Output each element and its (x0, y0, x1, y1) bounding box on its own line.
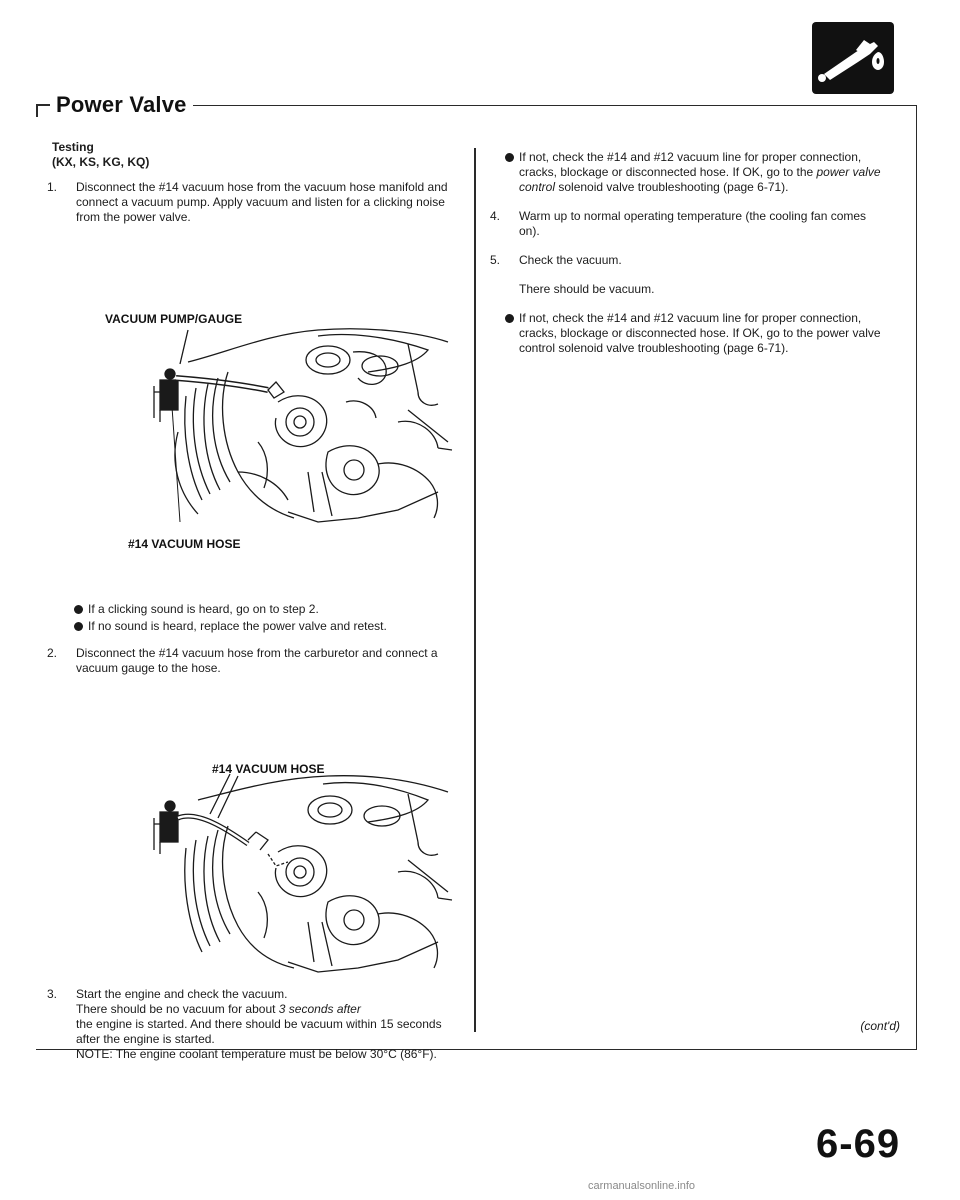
bullet-dot (505, 314, 514, 323)
bullet-dot (505, 153, 514, 162)
column-divider (474, 148, 476, 1032)
figure-1-label-hose: #14 VACUUM HOSE (128, 537, 241, 551)
step-5-result: There should be vacuum. (519, 282, 655, 296)
step-3-line-2a: There should be no vacuum for about (76, 1002, 279, 1016)
bullet-click-heard-text: If a clicking sound is heard, go on to step 2. (88, 602, 319, 616)
step-3-line-1: Start the engine and check the vacuum. (76, 987, 288, 1001)
figure-1-label-pump: VACUUM PUMP/GAUGE (105, 312, 243, 326)
step-3-line-2 (76, 1002, 452, 1017)
bullet-a-part-1: If not, check the #14 and #12 vacuum line for proper connection, cracks, blockage or disconnected hose. If OK, go to the (519, 150, 862, 179)
bullet-no-sound-text: If no sound is heard, replace the power valve and retest. (88, 619, 387, 633)
step-5-number: 5. (489, 253, 500, 267)
step-3-line-3: the engine is started. And there should be vacuum within 15 seconds after the engine is started. (76, 1017, 442, 1046)
bullet-a-italic: power valve control (519, 165, 881, 194)
step-1-text: Disconnect the #14 vacuum hose from the vacuum hose manifold and connect a vacuum pump. Apply vacuum and listen for a clicking noise from the power valve. (76, 180, 448, 224)
page-number: 6-69 (816, 1122, 901, 1166)
step-3-line-2b: 3 seconds after (278, 1002, 361, 1016)
page-title: Power Valve (50, 92, 193, 118)
step-4-text: Warm up to normal operating temperature (the cooling fan comes on). (519, 209, 867, 238)
step-5-text: Check the vacuum. (519, 253, 622, 267)
step-1 (38, 180, 452, 225)
testing-heading: Testing (52, 140, 94, 154)
step-4 (481, 209, 885, 239)
figure-2-engine-illustration (118, 770, 458, 985)
watermark-url: carmanualsonline.info (588, 1180, 696, 1192)
fuel-system-icon (812, 22, 894, 94)
bullet-click-heard (64, 602, 452, 617)
bullet-check-lines-a-text (519, 150, 885, 195)
step-5 (481, 253, 885, 268)
model-codes: (KX, KS, KG, KQ) (52, 155, 150, 169)
step-1-number: 1. (46, 180, 57, 194)
title-rule (36, 104, 50, 106)
step-3-note: NOTE: The engine coolant temperature must be below 30°C (86°F). (76, 1047, 437, 1061)
bullet-a-part-2: solenoid valve troubleshooting (page 6-71). (555, 180, 789, 194)
left-column (46, 140, 452, 225)
step-4-number: 4. (489, 209, 500, 223)
bullet-check-lines-a (495, 150, 885, 195)
bullet-dot (74, 605, 83, 614)
figure-1-engine-illustration (118, 322, 458, 537)
bullet-check-lines-b-text: If not, check the #14 and #12 vacuum line for proper connection, cracks, blockage or disconnected hose. If OK, go to the power valve control solenoid valve troubleshooting (page 6-71). (519, 311, 881, 355)
step-2 (38, 646, 452, 676)
step-3-block (46, 987, 452, 1062)
step-2-number: 2. (46, 646, 57, 660)
step-3 (38, 987, 452, 1062)
step-1-results (46, 602, 452, 676)
step-2-text: Disconnect the #14 vacuum hose from the carburetor and connect a vacuum gauge to the hose. (76, 646, 438, 675)
bullet-check-lines-b (495, 311, 885, 356)
section-title-row (36, 88, 193, 122)
right-column (489, 150, 885, 356)
figure-2-label-hose: #14 VACUUM HOSE (212, 762, 325, 776)
bullet-dot (74, 622, 83, 631)
step-3-number: 3. (46, 987, 57, 1001)
bullet-no-sound (64, 619, 452, 634)
continued-note: (cont'd) (860, 1019, 900, 1033)
